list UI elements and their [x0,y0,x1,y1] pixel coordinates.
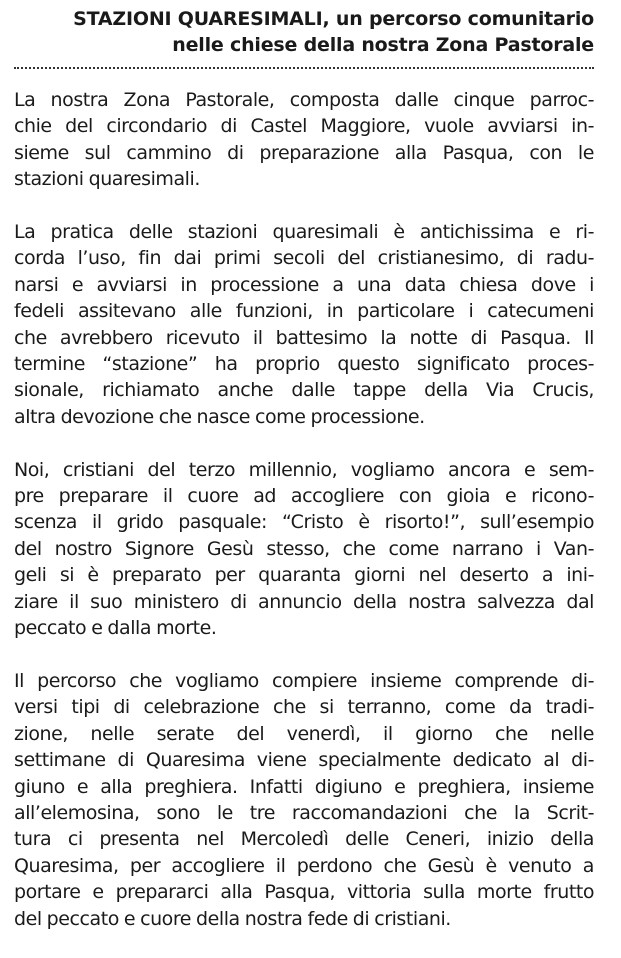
text-line: sionale, richiamato anche dalle tappe della Via Crucis, [14,379,594,402]
article-title-line: STAZIONI QUARESIMALI, un percorso comunitario [73,8,594,30]
text-line: portare e prepararci alla Pasqua, vittoria sulla morte frutto [14,881,594,904]
article-body [14,87,594,932]
text-line: che avrebbero ricevuto il battesimo la notte di Pasqua. Il [14,326,594,349]
text-line: termine “stazione” ha proprio questo significato proces- [14,353,594,376]
text-line: zione, nelle serate del venerdì, il giorno che nelle [14,722,594,745]
paragraph-meaning [14,457,594,642]
text-line: La nostra Zona Pastorale, composta dalle cinque parroc- [14,89,594,111]
article-title [14,6,594,58]
text-line: fedeli assitevano alle funzioni, in particolare i catecumeni [14,300,594,323]
text-line: all’elemosina, sono le tre raccomandazioni che la Scrit- [14,801,594,824]
text-line: peccato e dalla morte. [14,617,217,640]
paragraph-program [14,668,594,932]
text-line: del nostro Signore Gesù stesso, che come narrano i Van- [14,537,594,560]
text-line: sieme sul cammino di preparazione alla Pasqua, con le [14,141,594,164]
text-line: giuno e alla preghiera. Infatti digiuno e preghiera, insieme [14,775,594,798]
text-line: Quaresima, per accogliere il perdono che Gesù è venuto a [14,854,594,877]
paragraph-history [14,219,594,430]
text-line: geli si è preparato per quaranta giorni nel deserto a ini- [14,564,594,587]
dotted-divider [14,67,594,69]
article [14,6,594,958]
text-line: versi tipi di celebrazione che si terranno, come da tradi- [14,696,594,719]
text-line: chie del circondario di Castel Maggiore, vuole avviarsi in- [14,115,594,138]
text-line: settimane di Quaresima viene specialmente dedicato al di- [14,749,594,772]
paragraph-intro [14,87,594,193]
text-line: pre preparare il cuore ad accogliere con gioia e ricono- [14,485,594,508]
text-line: Il percorso che vogliamo compiere insieme comprende di- [14,669,594,692]
article-title-line: nelle chiese della nostra Zona Pastorale [172,34,594,56]
text-line: corda l’uso, fin dai primi secoli del cristianesimo, di radu- [14,247,594,270]
text-line: Noi, cristiani del terzo millennio, vogliamo ancora e sem- [14,458,594,481]
text-line: del peccato e cuore della nostra fede di cristiani. [14,907,451,930]
text-line: stazioni quaresimali. [14,168,200,191]
text-line: tura ci presenta nel Mercoledì delle Ceneri, inizio della [14,828,594,851]
text-line: La pratica delle stazioni quaresimali è antichissima e ri- [14,221,594,244]
text-line: ziare il suo ministero di annuncio della nostra salvezza dal [14,590,594,613]
text-line: narsi e avviarsi in processione a una data chiesa dove i [14,273,594,296]
text-line: scenza il grido pasquale: “Cristo è risorto!”, sull’esempio [14,511,594,534]
text-line: altra devozione che nasce come processione. [14,405,425,428]
